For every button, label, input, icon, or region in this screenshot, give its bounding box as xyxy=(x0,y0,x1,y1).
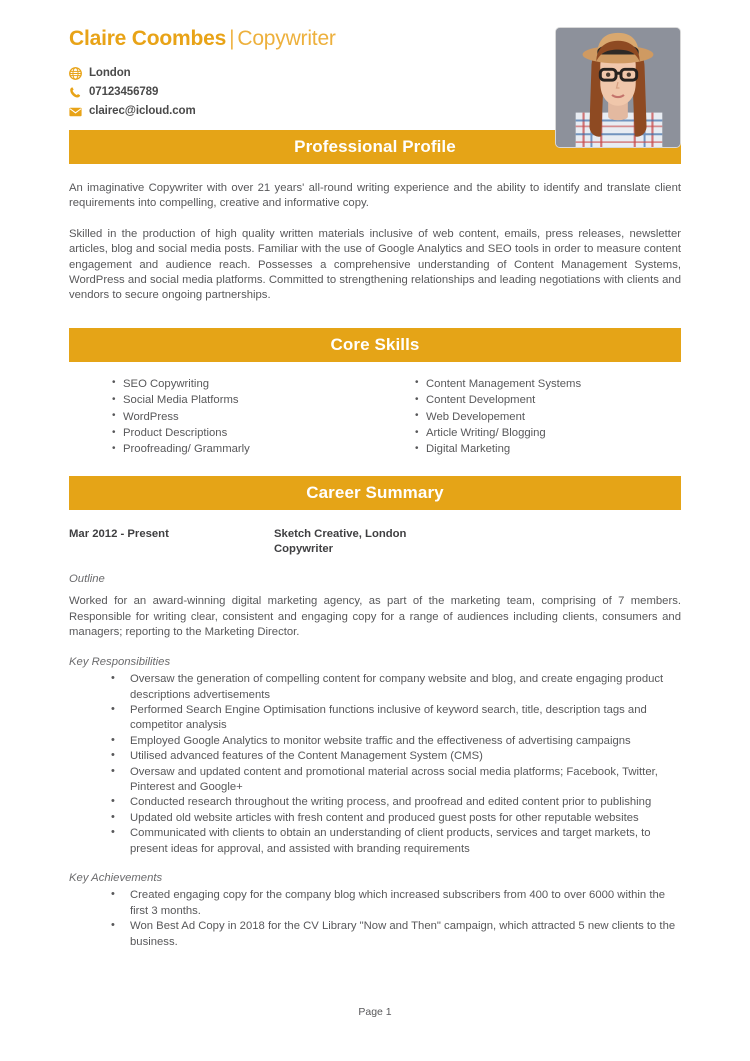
contact-phone-text: 07123456789 xyxy=(89,86,159,98)
section-header-core-skills xyxy=(69,328,681,362)
list-item: • Utilised advanced features of the Content Management System (CMS) xyxy=(69,749,681,764)
page-footer xyxy=(0,1006,750,1018)
list-item: • Won Best Ad Copy in 2018 for the CV Library "Now and Then" campaign, which attracted 5 new clients to the business. xyxy=(69,919,681,950)
outline-label: Outline xyxy=(69,572,105,585)
list-item: • Proofreading/ Grammarly xyxy=(112,441,375,457)
key-responsibilities-list xyxy=(69,672,681,857)
key-achievements-list xyxy=(69,888,681,950)
globe-icon xyxy=(69,67,84,80)
list-item: • Created engaging copy for the company blog which increased subscribers from 400 to over 6000 within the first 3 months. xyxy=(69,888,681,919)
section-title-text: Career Summary xyxy=(306,482,444,502)
list-item: • SEO Copywriting xyxy=(112,376,375,392)
page-number-label: Page 1 xyxy=(358,1006,392,1018)
spacer xyxy=(69,458,681,476)
list-item: • Conducted research throughout the writing process, and proofread and edited content prior to publishing xyxy=(69,795,681,810)
key-responsibilities-label: Key Responsibilities xyxy=(69,655,171,668)
list-item: • Communicated with clients to obtain an understanding of client products, services and target markets, to present ideas for approval, and assisted with branding requirements xyxy=(69,826,681,857)
career-entry-role: Copywriter xyxy=(274,543,334,556)
list-item: • Oversaw the generation of compelling content for company website and blog, and create engaging product descriptions advertisements xyxy=(69,672,681,703)
list-item: • Web Developement xyxy=(415,409,681,425)
list-item: • Content Management Systems xyxy=(415,376,681,392)
section-header-career-summary xyxy=(69,476,681,510)
contact-email-text: clairec@icloud.com xyxy=(89,105,196,117)
spacer xyxy=(69,304,681,328)
title-separator: | xyxy=(229,27,235,50)
section-title-text: Professional Profile xyxy=(294,137,456,156)
list-item: • WordPress xyxy=(112,409,375,425)
list-item: • Updated old website articles with fresh content and produced guest posts for other reputable websites xyxy=(69,811,681,826)
candidate-job-title: Copywriter xyxy=(237,27,336,50)
envelope-icon xyxy=(69,105,84,118)
core-skills-column-right xyxy=(375,376,681,458)
list-item: • Oversaw and updated content and promotional material across social media platforms; Facebook, Twitter, Pinterest and Google+ xyxy=(69,765,681,796)
list-item: • Performed Search Engine Optimisation functions inclusive of keyword search, title, description tags and competitor analysis xyxy=(69,703,681,734)
list-item: • Article Writing/ Blogging xyxy=(415,425,681,441)
core-skills-column-left xyxy=(69,376,375,458)
outline-text: Worked for an award-winning digital marketing agency, as part of the marketing team, comprising of 7 members. Responsible for writing clear, consistent and engaging copy for a range of audiences including clients, consumers and managers; reporting to the Marketing Director. xyxy=(69,595,681,639)
list-item: • Employed Google Analytics to monitor website traffic and the effectiveness of advertising campaigns xyxy=(69,734,681,749)
candidate-name: Claire Coombes xyxy=(69,27,227,50)
profile-paragraph-2: Skilled in the production of high quality written materials inclusive of web content, emails, press releases, newsletter articles, blog and social media posts. Familiar with the use of Google Analytics and SEO tools in order to measure content engagement and audience reach. Possesses a comprehensive understanding of Content Management Systems, WordPress and social media platforms. Committed to strengthening relationships and leading negotiations with clients and vendors to secure ongoing partnerships. xyxy=(69,227,681,302)
career-entry-company: Sketch Creative, London xyxy=(274,527,407,540)
professional-profile-body xyxy=(69,164,681,304)
list-item: • Product Descriptions xyxy=(112,425,375,441)
contact-location-text: London xyxy=(89,67,131,79)
career-entry-employer xyxy=(274,527,406,558)
core-skills-body xyxy=(69,362,681,458)
list-item: • Content Development xyxy=(415,392,681,408)
profile-paragraph-1: An imaginative Copywriter with over 21 years' all-round writing experience and the ability to identify and translate client requirements into compelling, creative and informative copy. xyxy=(69,182,681,210)
list-item: • Social Media Platforms xyxy=(112,392,375,408)
list-item: • Digital Marketing xyxy=(415,441,681,457)
phone-icon xyxy=(69,86,84,99)
section-title-text: Core Skills xyxy=(330,334,420,354)
avatar xyxy=(555,27,681,148)
career-entry-heading xyxy=(69,510,681,558)
cv-header xyxy=(69,0,681,130)
cv-content xyxy=(69,0,681,950)
career-entry-dates: Mar 2012 - Present xyxy=(69,527,169,540)
key-achievements-label: Key Achievements xyxy=(69,871,163,884)
